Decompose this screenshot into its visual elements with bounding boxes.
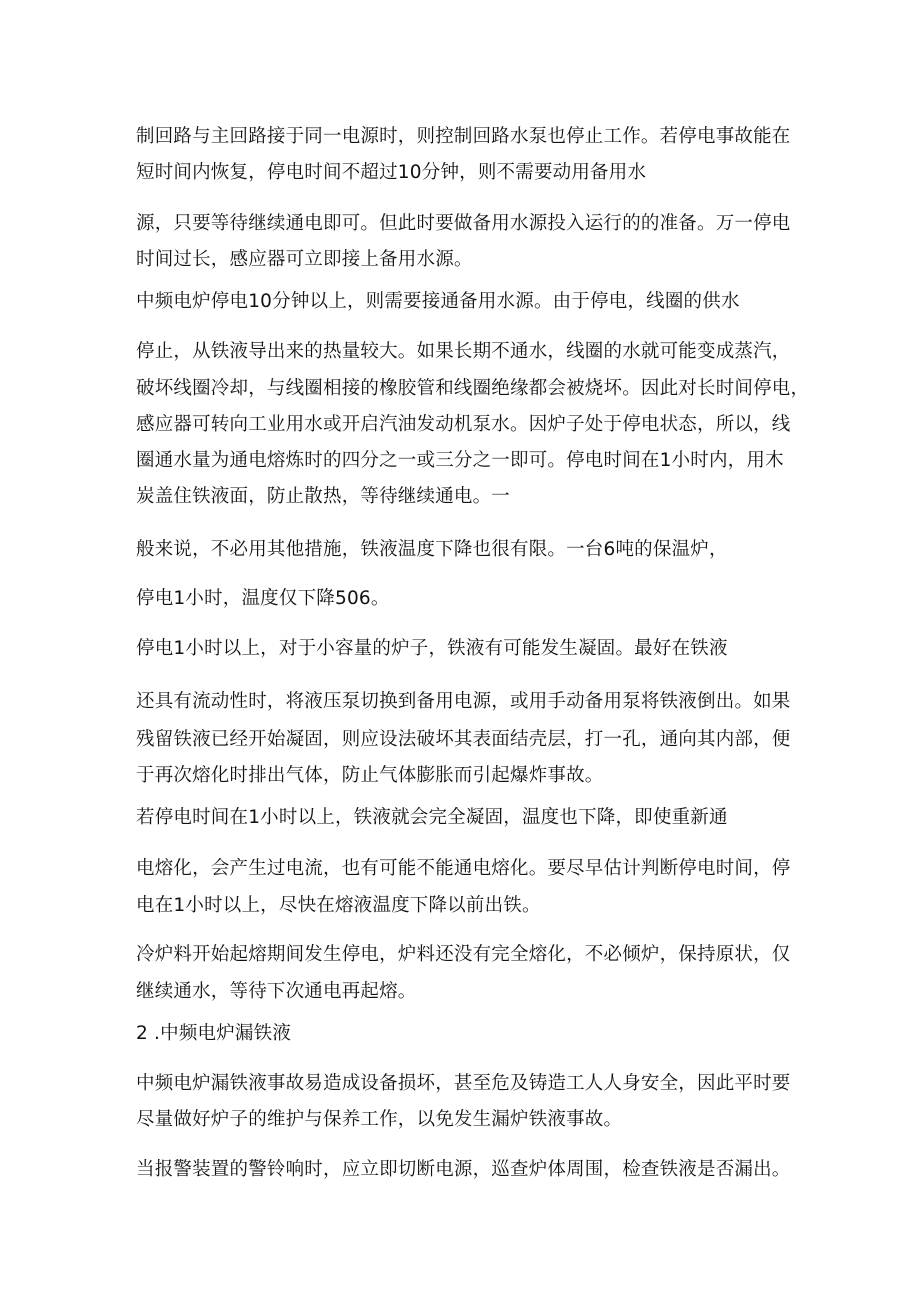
text-line: 于再次熔化时排出气体，防止气体膨胀而引起爆炸事故。 xyxy=(136,765,604,786)
text-line: 若停电时间在1小时以上，铁液就会完全凝固，温度也下降，即使重新通 xyxy=(136,807,728,828)
text-line: 停电1小时以上，对于小容量的炉子，铁液有可能发生凝固。最好在铁液 xyxy=(136,638,728,659)
text-line: 破坏线圈冷却，与线圈相接的橡胶管和线圈绝缘都会被烧坏。因此对长时间停电， xyxy=(136,378,810,399)
text-line: 停止，从铁液导出来的热量较大。如果长期不通水，线圈的水就可能变成蒸汽， xyxy=(136,341,791,362)
section-heading: 2 .中频电炉漏铁液 xyxy=(136,1023,292,1044)
text-line: 炭盖住铁液面，防止散热，等待继续通电。一 xyxy=(136,486,511,507)
text-line: 还具有流动性时，将液压泵切换到备用电源，或用手动备用泵将铁液倒出。如果 xyxy=(136,691,791,712)
text-line: 短时间内恢复，停电时间不超过10分钟，则不需要动用备用水 xyxy=(136,162,647,183)
text-line: 时间过长，感应器可立即接上备用水源。 xyxy=(136,249,473,270)
text-line: 电在1小时以上，尽快在熔液温度下降以前出铁。 xyxy=(136,895,541,916)
text-line: 停电1小时，温度仅下降506。 xyxy=(136,588,390,609)
text-line: 制回路与主回路接于同一电源时，则控制回路水泵也停止工作。若停电事故能在 xyxy=(136,126,791,147)
text-line: 源，只要等待继续通电即可。但此时要做备用水源投入运行的的准备。万一停电 xyxy=(136,213,791,234)
text-line: 电熔化，会产生过电流，也有可能不能通电熔化。要尽早估计判断停电时间，停 xyxy=(136,858,791,879)
text-line: 冷炉料开始起熔期间发生停电，炉料还没有完全熔化，不必倾炉，保持原状，仅 xyxy=(136,944,791,965)
text-line: 当报警装置的警铃响时，应立即切断电源，巡查炉体周围，检查铁液是否漏出。 xyxy=(136,1159,791,1180)
text-line: 继续通水，等待下次通电再起熔。 xyxy=(136,981,417,1002)
text-line: 中频电炉漏铁液事故易造成设备损坏，甚至危及铸造工人人身安全，因此平时要 xyxy=(136,1073,791,1094)
text-line: 残留铁液已经开始凝固，则应设法破坏其表面结壳层，打一孔，通向其内部，便 xyxy=(136,729,791,750)
text-line: 般来说，不必用其他措施，铁液温度下降也很有限。一台6吨的保温炉， xyxy=(136,539,728,560)
text-line: 中频电炉停电10分钟以上，则需要接通备用水源。由于停电，线圈的供水 xyxy=(136,291,740,312)
text-line: 感应器可转向工业用水或开启汽油发动机泵水。因炉子处于停电状态，所以，线 xyxy=(136,414,791,435)
text-line: 尽量做好炉子的维护与保养工作，以免发生漏炉铁液事故。 xyxy=(136,1109,623,1130)
text-line: 圈通水量为通电熔炼时的四分之一或三分之一即可。停电时间在1小时内，用木 xyxy=(136,450,784,471)
